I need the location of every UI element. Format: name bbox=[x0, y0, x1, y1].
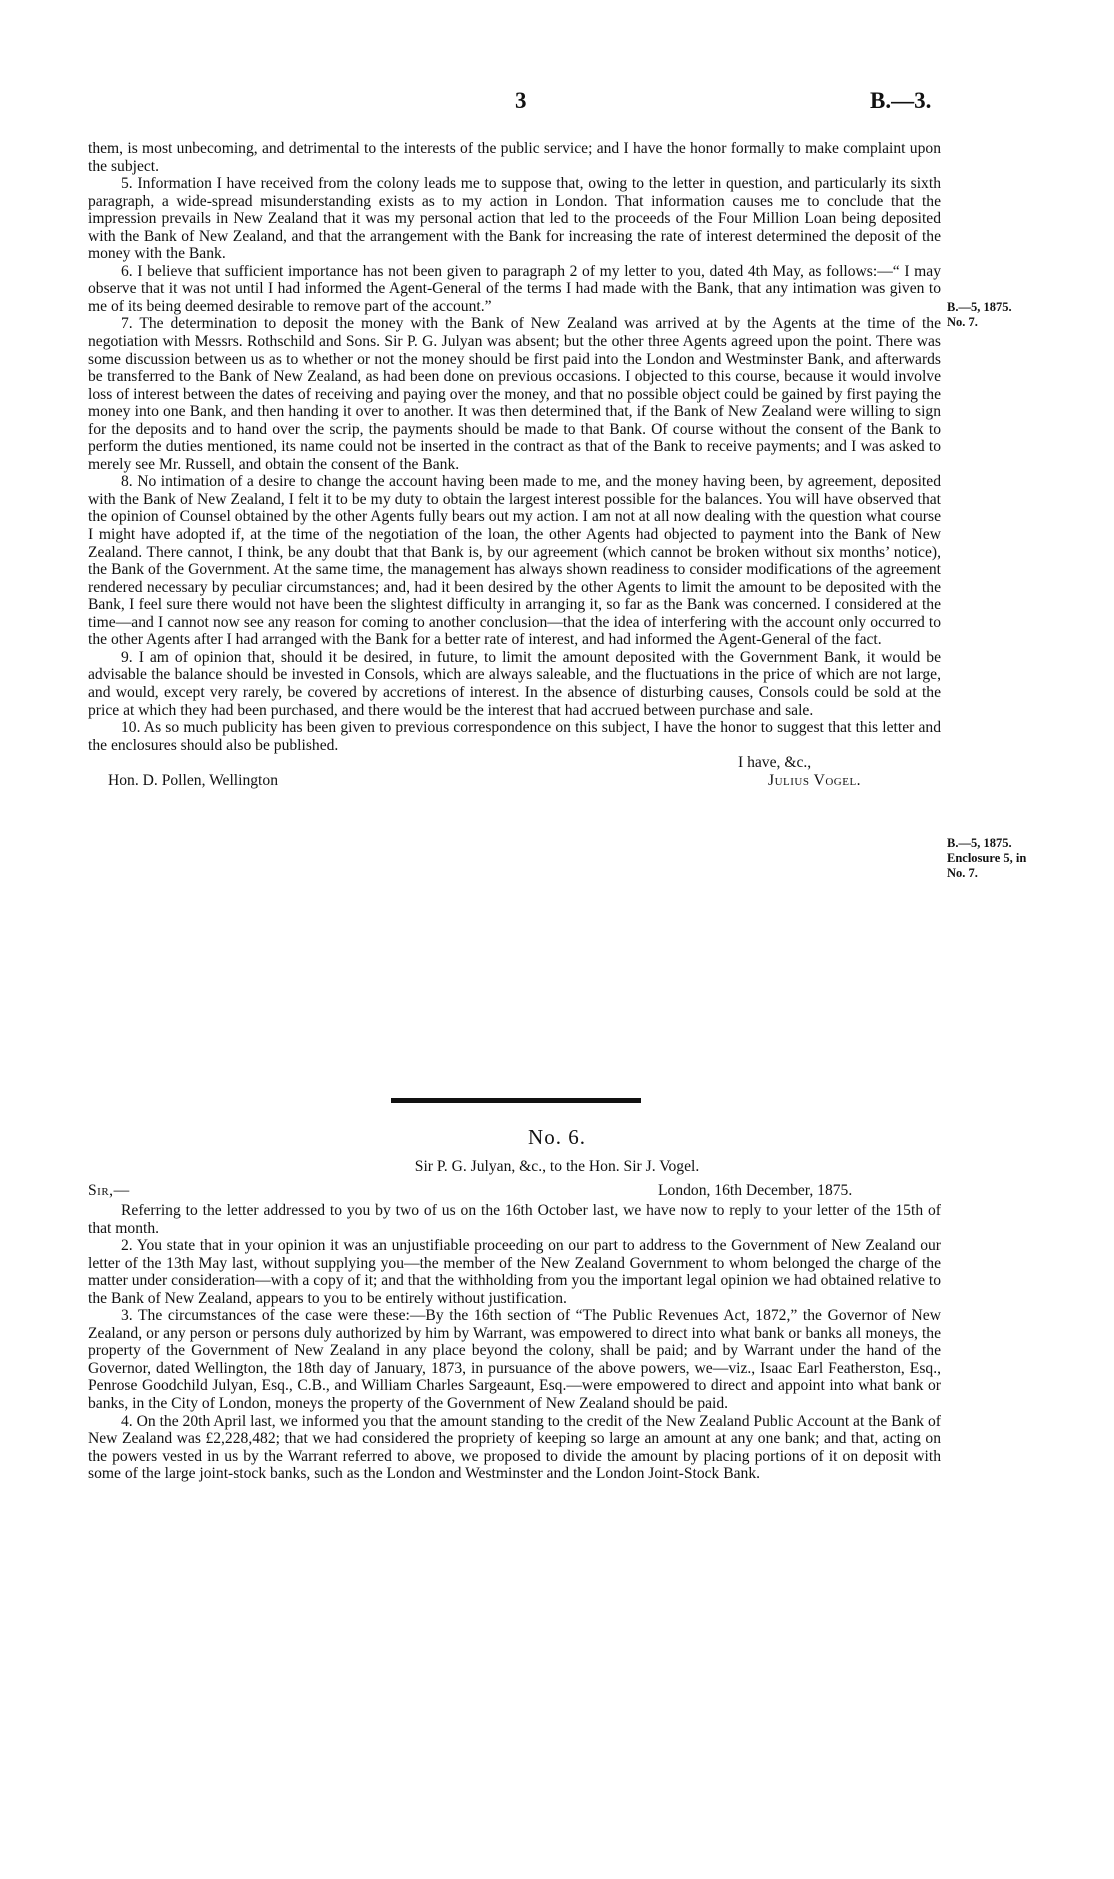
closing-row bbox=[88, 754, 941, 772]
paragraph-7: 7. The determination to deposit the money with the Bank of New Zealand was arrived at by the Agents at the time of the negotiation with Messrs. Rothschild and Sons. Sir P. G. Julyan was absent; but the other three Agents agreed upon the point. There was some discussion between us as to whether or not the money should be first paid into the London and Westminster Bank, and afterwards be transferred to the Bank of New Zealand, as had been done on previous occasions. I objected to this course, because it would involve loss of interest between the dates of receiving and paying over the money, and that no possible object could be gained by first paying the money into one Bank, and then handing it over to another. It was then determined that, if the Bank of New Zealand were willing to sign for the deposits and to hand over the scrip, the payments should be made to that Bank. Of course without the consent of the Bank to perform the duties mentioned, its name could not be inserted in the contract as that of the Bank to receive payments; and I was asked to merely see Mr. Russell, and obtain the consent of the Bank. bbox=[88, 315, 941, 473]
paragraph-4: 4. On the 20th April last, we informed you that the amount standing to the credit of the New Zealand Public Account at the Bank of New Zealand was £2,228,482; that we had considered the propriety of keeping so large an amount at any one bank; and that, acting on the powers vested in us by the Warrant referred to above, we proposed to divide the amount by placing portions of it on deposit with some of the large joint-stock banks, such as the London and Westminster and the London Joint-Stock Bank. bbox=[88, 1412, 941, 1483]
salutation: Sir,— bbox=[88, 1182, 130, 1199]
paragraph-2: 2. You state that in your opinion it was an unjustifiable proceeding on our part to address to the Government of New Zealand our letter of the 13th May last, without supplying you—the member of the New Zealand Government to whom belonged the charge of the matter under consideration—with a copy of it; and that the withholding from you the important legal opinion we had obtained relative to the Bank of New Zealand, appears to you to be entirely without justification. bbox=[88, 1237, 941, 1307]
paragraph-5: 5. Information I have received from the colony leads me to suppose that, owing to the letter in question, and particularly its sixth paragraph, a wide-spread misunderstanding exists as to my action in London. That information causes me to conclude that the impression prevails in New Zealand that it was my personal action that led to the proceeds of the Four Million Loan being deposited with the Bank of New Zealand, and that the arrangement with the Bank for increasing the rate of interest determined the deposit of the money with the Bank. bbox=[88, 175, 941, 263]
paragraph-8: 8. No intimation of a desire to change the account having been made to me, and the money having been, by agreement, deposited with the Bank of New Zealand, I felt it to be my duty to obtain the largest interest possible for the balances. You will have observed that the opinion of Counsel obtained by the other Agents fully bears out my action. I am not at all now dealing with the question what course I might have adopted if, at the time of the negotiation of the loan, the other Agents had objected to payment into the Bank of New Zealand. There cannot, I think, be any doubt that that Bank is, by our agreement (which cannot be broken without six months’ notice), the Bank of the Government. At the same time, the management has always shown readiness to consider modifications of the agreement rendered necessary by peculiar circumstances; and, had it been desired by the other Agents to limit the amount to be deposited with the Bank, I feel sure there would not have been the slightest difficulty in arranging it, so far as the Bank was concerned. I considered at the time—and I cannot now see any reason for coming to another conclusion—that the idea of interfering with the account only occurred to the other Agents after I had arranged with the Bank for a better rate of interest, and had informed the Agent-General of the fact. bbox=[88, 473, 941, 649]
page-header bbox=[0, 88, 1114, 116]
salutation-row bbox=[88, 1182, 941, 1202]
page-number: 3 bbox=[515, 88, 527, 113]
signature: Julius Vogel. bbox=[768, 772, 862, 790]
paragraph-continuation: them, is most unbecoming, and detrimental to the interests of the public service; and I have the honor formally to make complaint upon the subject. bbox=[88, 140, 941, 175]
paragraph-10: 10. As so much publicity has been given to previous correspondence on this subject, I have the honor to suggest that this letter and the enclosures should also be published. bbox=[88, 719, 941, 754]
margin-note-1-line-1: B.—5, 1875. bbox=[947, 300, 1012, 314]
paragraph-1: Referring to the letter addressed to you by two of us on the 16th October last, we have now to reply to your letter of the 15th of that month. bbox=[88, 1202, 941, 1237]
margin-note-2-line-1: B.—5, 1875. bbox=[947, 836, 1012, 850]
letter-title: No. 6. bbox=[528, 1125, 586, 1149]
signature-row bbox=[88, 772, 941, 790]
margin-note-1-line-2: No. 7. bbox=[947, 315, 978, 329]
closing: I have, &c., bbox=[738, 754, 812, 772]
margin-note-2 bbox=[947, 836, 1077, 881]
margin-note-2-line-2: Enclosure 5, in bbox=[947, 851, 1027, 865]
dateline: London, 16th December, 1875. bbox=[658, 1182, 853, 1199]
addressee: Hon. D. Pollen, Wellington bbox=[108, 772, 278, 790]
letter-5-body bbox=[88, 140, 941, 790]
letter-6-body bbox=[88, 1182, 941, 1483]
letter-subtitle: Sir P. G. Julyan, &c., to the Hon. Sir J. Vogel. bbox=[414, 1158, 700, 1175]
section-divider bbox=[391, 1098, 641, 1103]
paragraph-9: 9. I am of opinion that, should it be desired, in future, to limit the amount deposited with the Government Bank, it would be advisable the balance should be invested in Consols, which are always saleable, and the fluctuations in the price of which are not large, and would, except very rarely, be covered by accretions of interest. In the absence of disturbing causes, Consols could be sold at the price at which they had been purchased, and there would be the interest that had accrued between purchase and sale. bbox=[88, 648, 941, 719]
paragraph-6: 6. I believe that sufficient importance has not been given to paragraph 2 of my letter to you, dated 4th May, as follows:—“ I may observe that it was not until I had informed the Agent-General of the terms I had made with the Bank, that any intimation was given to me of its being deemed desirable to remove part of the account.” bbox=[88, 262, 941, 315]
margin-note-1 bbox=[947, 300, 1077, 330]
paragraph-3: 3. The circumstances of the case were these:—By the 16th section of “The Public Revenues Act, 1872,” the Governor of New Zealand, or any person or persons duly authorized by him by Warrant, was empowered to direct into what bank or banks all moneys, the property of the Government of New Zealand in any place beyond the colony, shall be paid; and by Warrant under the hand of the Governor, dated Wellington, the 18th day of January, 1873, in pursuance of the above powers, we—viz., Isaac Earl Featherston, Esq., Penrose Goodchild Julyan, Esq., C.B., and William Charles Sargeaunt, Esq.—were empowered to direct and appoint into what bank or banks, in the City of London, moneys the property of the Government of New Zealand should be paid. bbox=[88, 1307, 941, 1413]
document-reference: B.—3. bbox=[870, 88, 932, 113]
margin-note-2-line-3: No. 7. bbox=[947, 866, 978, 880]
